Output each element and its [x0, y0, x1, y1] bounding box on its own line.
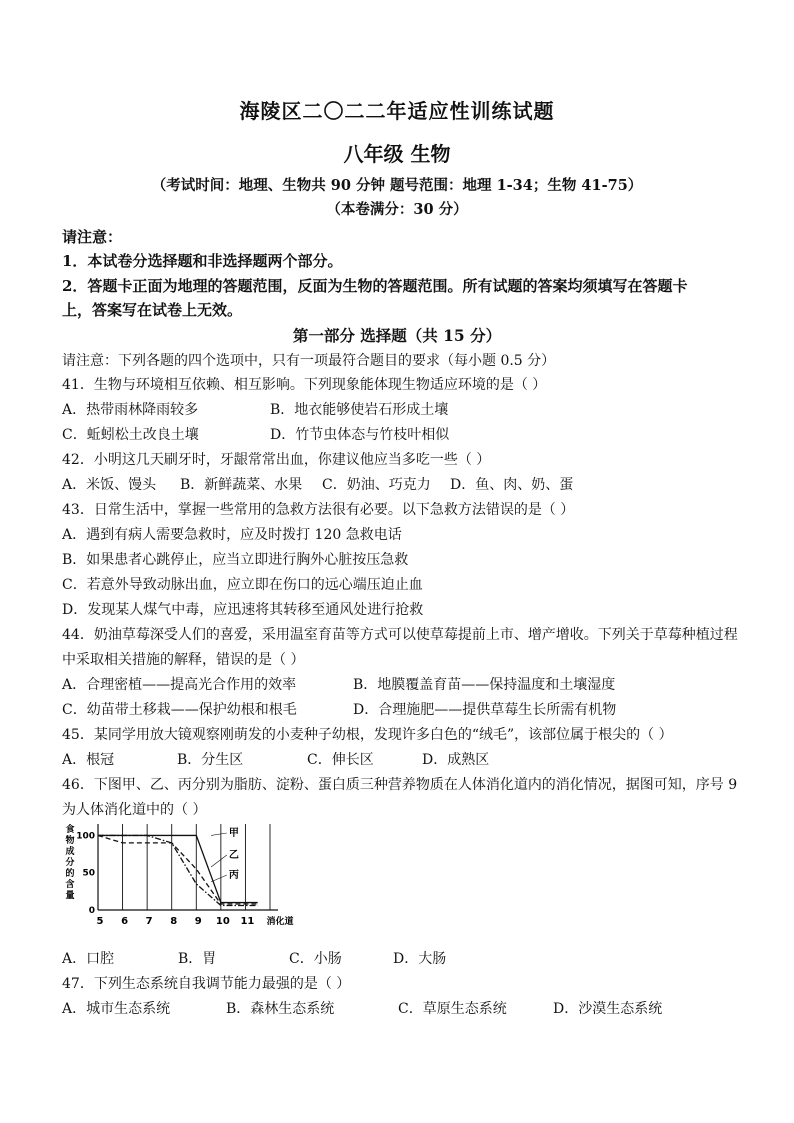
y-axis-label-char: 成 [65, 847, 75, 857]
score-info: （本卷满分：30 分） [326, 201, 468, 218]
q41-option-c: C．蚯蚓松土改良土壤 [62, 427, 199, 443]
q43-option-d: D．发现某人煤气中毒，应迅速将其转移至通风处进行抢救 [62, 602, 424, 618]
q46-option-d: D．大肠 [393, 951, 447, 967]
legend-leader [211, 833, 227, 835]
y-tick-label: 50 [82, 868, 95, 879]
section-title: 第一部分 选择题（共 15 分） [292, 326, 502, 345]
exam-title: 海陵区二〇二二年适应性训练试题 [239, 99, 555, 123]
q41-option-b: B．地衣能够使岩石形成土壤 [270, 402, 449, 418]
q42-option-a: A．米饭、馒头 [62, 477, 157, 493]
q43-option-a: A．遇到有病人需要急救时，应及时拨打 120 急救电话 [62, 527, 402, 543]
q41-option-a: A．热带雨林降雨较多 [62, 402, 199, 418]
series-line-0 [98, 835, 258, 902]
x-tick-label: 5 [96, 916, 104, 927]
q44-option-c: C．幼苗带土移栽——保护幼根和根毛 [62, 702, 297, 718]
q45-option-b: B．分生区 [177, 752, 244, 768]
q44-stem-2: 中采取相关措施的解释，错误的是（ ） [62, 652, 305, 668]
q44-option-b: B．地膜覆盖育苗——保持温度和土壤湿度 [353, 677, 616, 693]
legend-label: 丙 [228, 870, 239, 881]
y-axis-label-char: 分 [65, 858, 75, 868]
notice-heading: 请注意： [62, 228, 123, 246]
q41-stem: 41．生物与环境相互依赖、相互影响。下列现象能体现生物适应环境的是（ ） [62, 377, 547, 393]
notice-item-1: 1．本试卷分选择题和非选择题两个部分。 [62, 252, 343, 270]
y-axis-label-char: 含 [65, 880, 75, 890]
q43-option-b: B．如果患者心跳停止，应当立即进行胸外心脏按压急救 [62, 552, 409, 568]
q43-option-c: C．若意外导致动脉出血，应立即在伤口的远心端压迫止血 [62, 577, 423, 593]
q47-option-a: A．城市生态系统 [62, 1001, 171, 1017]
x-tick-label: 6 [121, 916, 129, 927]
q44-option-a: A．合理密植——提高光合作用的效率 [62, 677, 297, 693]
y-axis-label-char: 的 [65, 869, 75, 879]
x-tick-label: 7 [145, 916, 153, 927]
q47-option-d: D．沙漠生态系统 [553, 1001, 663, 1017]
x-tick-label: 10 [215, 916, 230, 927]
q47-option-c: C．草原生态系统 [398, 1001, 507, 1017]
y-axis-label-char: 食 [65, 825, 75, 835]
y-tick-label: 100 [76, 831, 95, 842]
q42-option-c: C．奶油、巧克力 [322, 477, 431, 493]
notice-item-2a: 2．答题卡正面为地理的答题范围，反面为生物的答题范围。所有试题的答案均须填写在答题卡 [62, 277, 688, 295]
q46-option-a: A．口腔 [62, 951, 115, 967]
legend-leader [211, 875, 227, 882]
y-axis-label-char: 物 [65, 836, 75, 846]
y-tick-label: 0 [88, 906, 95, 916]
q42-option-b: B．新鲜蔬菜、水果 [180, 477, 303, 493]
section-instruction: 请注意：下列各题的四个选项中，只有一项最符合题目的要求（每小题 0.5 分） [62, 353, 556, 369]
q44-stem-1: 44．奶油草莓深受人们的喜爱，采用温室育苗等方式可以使草莓提前上市、增产增收。下列关于草莓种植过程 [62, 627, 738, 643]
notice-item-2b: 上，答案写在试卷上无效。 [62, 301, 243, 319]
q46-option-c: C．小肠 [289, 951, 342, 967]
q44-option-d: D．合理施肥——提供草莓生长所需有机物 [353, 702, 617, 718]
legend-label: 甲 [228, 828, 239, 839]
q43-stem: 43．日常生活中，掌握一些常用的急救方法很有必要。以下急救方法错误的是（ ） [62, 502, 575, 518]
q42-option-d: D．鱼、肉、奶、蛋 [450, 477, 574, 493]
legend-leader [211, 855, 227, 867]
x-tick-label: 9 [194, 916, 202, 927]
q45-option-c: C．伸长区 [307, 752, 374, 768]
q46-stem-2: 为人体消化道中的（ ） [62, 802, 207, 818]
q45-stem: 45．某同学用放大镜观察刚萌发的小麦种子幼根，发现许多白色的“绒毛”，该部位属于根尖的（ ） [62, 727, 673, 743]
q47-option-b: B．森林生态系统 [226, 1001, 335, 1017]
legend-label: 乙 [228, 850, 239, 861]
x-axis-label: 消化道 [266, 917, 294, 927]
q45-option-a: A．根冠 [62, 752, 115, 768]
q45-option-d: D．成熟区 [422, 752, 490, 768]
exam-info: （考试时间：地理、生物共 90 分钟 题号范围：地理 1-34；生物 41-75） [151, 177, 643, 194]
x-tick-label: 8 [170, 916, 178, 927]
q46-stem-1: 46．下图甲、乙、丙分别为脂肪、淀粉、蛋白质三种营养物质在人体消化道内的消化情况，据图可知，序号 9 [62, 777, 738, 793]
exam-subtitle: 八年级 生物 [343, 142, 451, 166]
x-tick-label: 11 [240, 916, 255, 927]
digestion-chart [60, 818, 294, 943]
q41-option-d: D．竹节虫体态与竹枝叶相似 [270, 427, 450, 443]
q42-stem: 42．小明这几天刷牙时，牙龈常常出血，你建议他应当多吃一些（ ） [62, 452, 491, 468]
q47-stem: 47．下列生态系统自我调节能力最强的是（ ） [62, 976, 351, 992]
q46-option-b: B．胃 [178, 951, 217, 967]
y-axis-label-char: 量 [65, 891, 75, 901]
